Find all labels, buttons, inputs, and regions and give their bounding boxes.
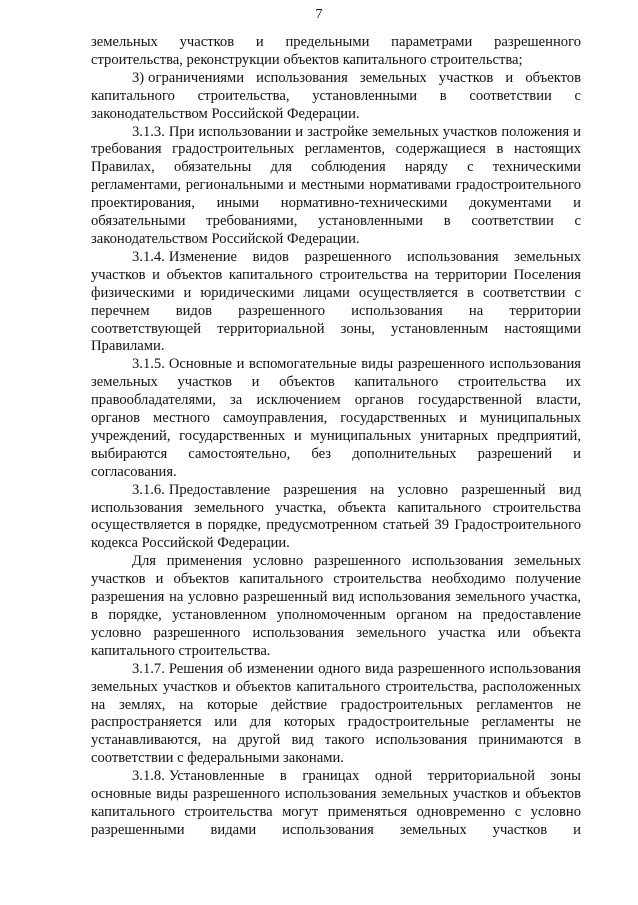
document-body bbox=[91, 34, 581, 840]
paragraph-3-1-8 bbox=[91, 768, 581, 840]
paragraph-text: При использовании и застройке земельных участков положения и требования градостроительных регламентов, содержащиеся в настоящих Правилах, обязательны для соблюдения наряду с техническими регламентами, региональными и местными нормативами градостроительного проектирования, иными нормативно-техническими документами и обязательными требованиями, установленными в соответствии с законодательством Российской Федерации. bbox=[91, 123, 581, 247]
paragraph-text: Для применения условно разрешенного использования земельных участков и объектов капитального строительства необходимо получение разрешения на условно разрешенный вид использования земельного участка, в порядке, установленном уполномоченным органом на предоставление условно разрешенного использования земельного участка или объекта капитального строительства. bbox=[91, 553, 581, 659]
paragraph-text: земельных участков и предельными параметрами разрешенного строительства, реконструкции объектов капитального строительства; bbox=[91, 34, 581, 68]
paragraph-text: Установленные в границах одной территориальной зоны основные виды разрешенного использования земельных участков и объектов капитального строительства могут применяться одновременно с условно разрешенными видами использования земельных участков и bbox=[91, 768, 581, 838]
paragraph-3-1-5 bbox=[91, 356, 581, 481]
paragraph-continuation bbox=[91, 34, 581, 70]
paragraph-text: Решения об изменении одного вида разрешенного использования земельных участков и объектов капитального строительства, расположенных на землях, на которые действие градостроительных регламентов не распространяется или для которых градостроительные регламенты не устанавливаются, на другой вид такого использования принимаются в соответствии с федеральными законами. bbox=[91, 660, 581, 767]
paragraph-3-1-3 bbox=[91, 124, 581, 249]
paragraph-3-1-7 bbox=[91, 661, 581, 768]
paragraph-3-1-6 bbox=[91, 482, 581, 554]
paragraph-conditional-use bbox=[91, 553, 581, 660]
paragraph-number: 3.1.7. bbox=[132, 660, 165, 677]
paragraph-3-1-4 bbox=[91, 249, 581, 356]
paragraph-number: 3.1.4. bbox=[132, 248, 165, 265]
paragraph-text: Основные и вспомогательные виды разрешенного использования земельных участков и объектов капитального строительства их правообладателями, за исключением органов государственной власти, органов местного самоуправления, государственных и муниципальных учреждений, государственных и муниципальных унитарных предприятий, выбираются самостоятельно, без дополнительных разрешений и согласования. bbox=[91, 356, 581, 480]
paragraph-text: Изменение видов разрешенного использования земельных участков и объектов капитального строительства на территории Поселения физическими и юридическими лицами осуществляется в соответствии с перечнем видов разрешенного использования на территории соответствующей территориальной зоны, установленным настоящими Правилами. bbox=[91, 248, 581, 355]
paragraph-number: 3.1.6. bbox=[132, 481, 165, 498]
paragraph-number: 3.1.8. bbox=[132, 768, 165, 785]
paragraph-item-3 bbox=[91, 70, 581, 124]
page-number: 7 bbox=[315, 7, 323, 22]
paragraph-number: 3.1.5. bbox=[132, 356, 165, 373]
paragraph-text: Предоставление разрешения на условно разрешенный вид использования земельного участка, объекта капитального строительства осуществляется в порядке, предусмотренном статьей 39 Градостроительного кодекса Российской Федерации. bbox=[91, 481, 581, 552]
paragraph-number: 3) bbox=[132, 69, 145, 86]
paragraph-number: 3.1.3. bbox=[132, 123, 165, 140]
paragraph-text: ограничениями использования земельных участков и объектов капитального строительства, установленными в соответствии с законодательством Российской Федерации. bbox=[91, 69, 581, 122]
